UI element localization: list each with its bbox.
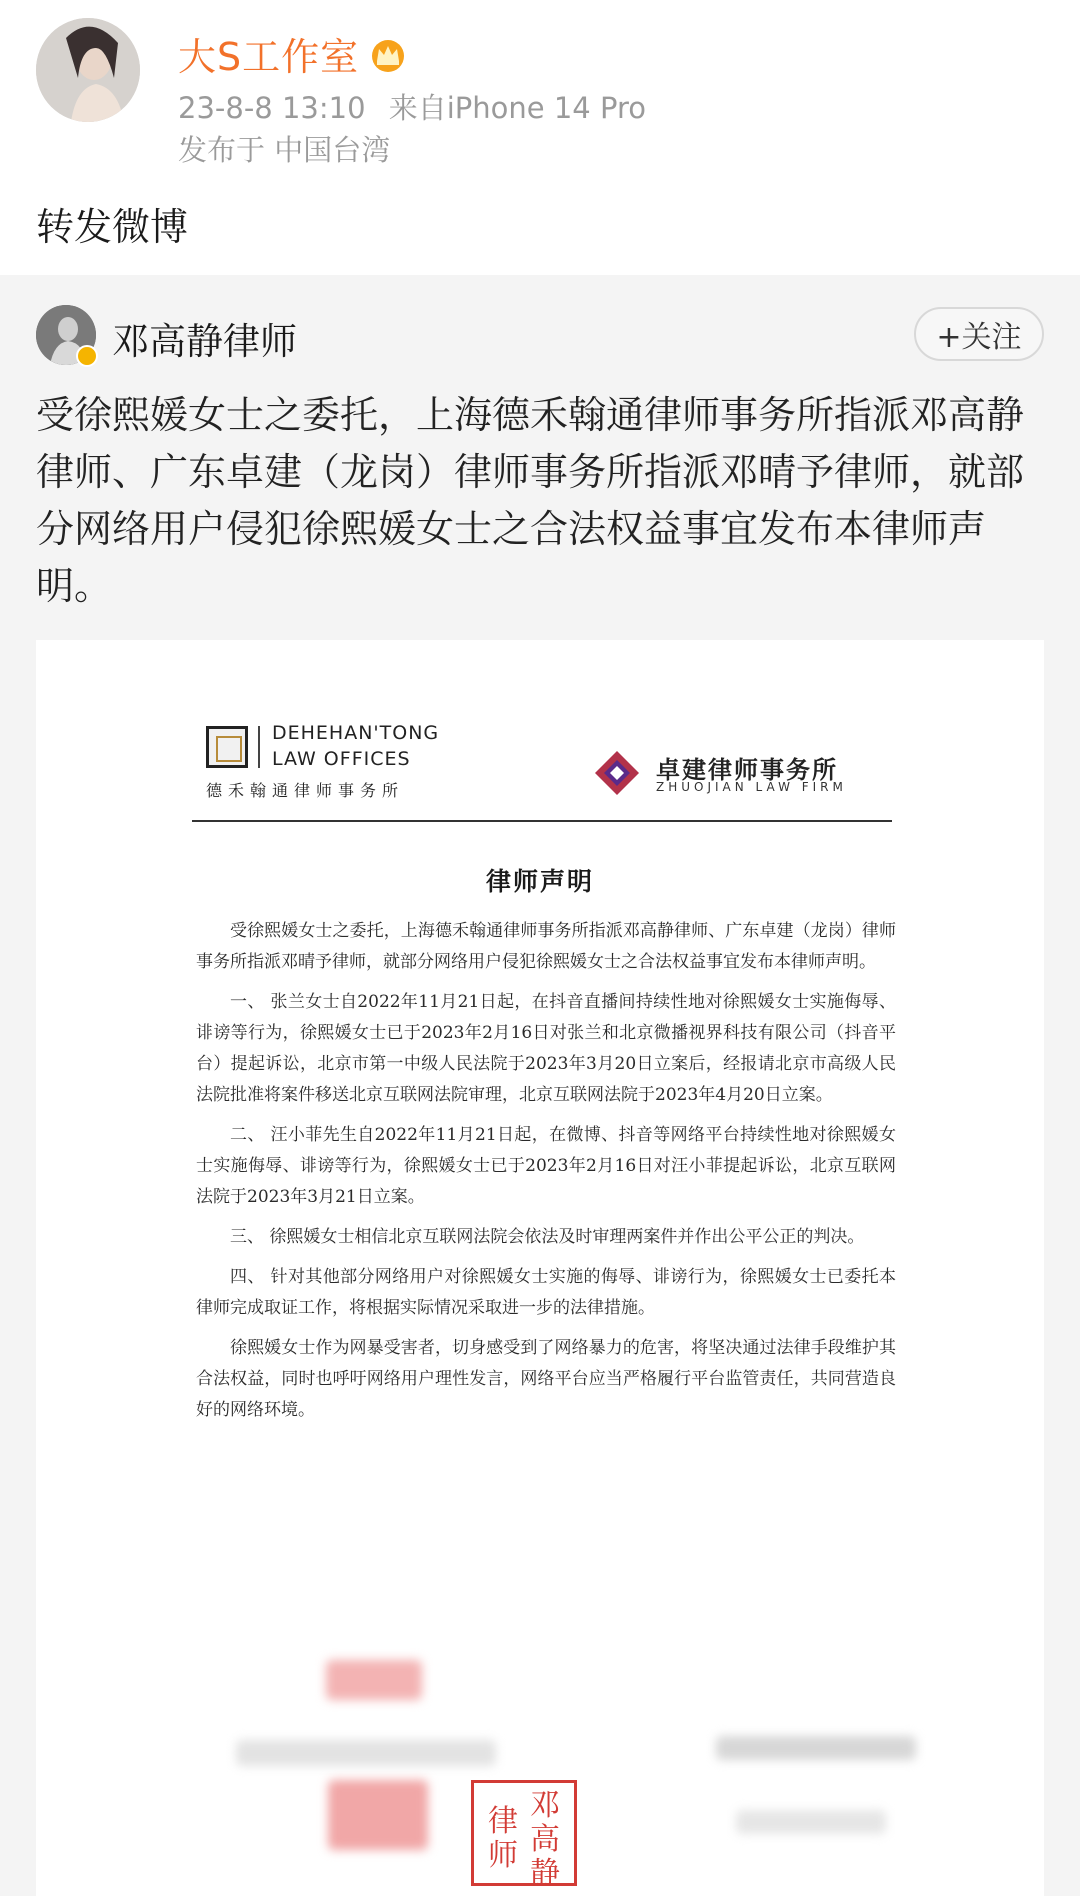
post-source: 来自iPhone 14 Pro bbox=[388, 91, 646, 125]
zhuojian-logo-icon bbox=[592, 748, 642, 798]
document-paragraph: 四、 针对其他部分网络用户对徐熙媛女士实施的侮辱、诽谤行为，徐熙媛女士已委托本律师完成取证工作，将根据实际情况采取进一步的法律措施。 bbox=[196, 1267, 896, 1318]
post-timestamp: 23-8-8 13:10 bbox=[178, 91, 366, 125]
author-name[interactable] bbox=[178, 26, 407, 81]
verified-badge-icon bbox=[76, 345, 98, 367]
document-paragraph: 二、 汪小菲先生自2022年11月21日起，在微博、抖音等网络平台持续性地对徐熙媛女士实施侮辱、诽谤等行为，徐熙媛女士已于2023年2月16日对汪小菲提起诉讼，北京互联网法院于2023年3月21日立案。 bbox=[196, 1125, 896, 1207]
firm2-en: ZHUOJIAN LAW FIRM bbox=[656, 780, 847, 794]
blurred-seal-left bbox=[326, 1660, 422, 1700]
letterhead bbox=[192, 722, 892, 806]
statement-image[interactable] bbox=[36, 640, 1044, 1896]
letterhead-rule bbox=[192, 820, 892, 822]
blurred-date-right bbox=[736, 1810, 886, 1834]
blurred-seal-left-2 bbox=[328, 1780, 428, 1850]
blurred-signature-right bbox=[716, 1736, 916, 1760]
blurred-signature-left bbox=[236, 1740, 496, 1766]
follow-button[interactable]: +关注 bbox=[914, 307, 1044, 361]
firm1-en-line1: DEHEHAN'TONG bbox=[272, 722, 440, 744]
document-title: 律师声明 bbox=[485, 867, 594, 896]
dehehantong-logo-icon bbox=[206, 726, 248, 768]
post-location: 发布于 中国台湾 bbox=[178, 133, 391, 167]
document-paragraph: 一、 张兰女士自2022年11月21日起，在抖音直播间持续性地对徐熙媛女士实施侮辱、诽谤等行为，徐熙媛女士已于2023年2月16日对张兰和北京微播视界科技有限公司（抖音平台）提起诉讼，北京市第一中级人民法院于2023年3月20日立案后，经报请北京市高级人民法院批准将案件移送北京互联网法院审理，北京互联网法院于2023年4月20日立案。 bbox=[196, 992, 896, 1105]
logo-divider bbox=[258, 726, 260, 768]
lawyer-seal: 邓 高 静 律 师 bbox=[471, 1780, 577, 1886]
retweeted-post[interactable] bbox=[0, 275, 1080, 1896]
retweet-author-name[interactable]: 邓高静律师 bbox=[112, 320, 297, 363]
author-avatar[interactable] bbox=[36, 18, 140, 122]
firm1-en-line2: LAW OFFICES bbox=[272, 748, 411, 770]
document-body bbox=[196, 916, 896, 1435]
document-paragraph: 三、 徐熙媛女士相信北京互联网法院会依法及时审理两案件并作出公平公正的判决。 bbox=[230, 1227, 865, 1247]
post-text: 转发微博 bbox=[36, 205, 189, 249]
firm2-cn: 卓建律师事务所 bbox=[656, 756, 838, 784]
crown-icon bbox=[369, 35, 407, 73]
document-paragraph: 受徐熙媛女士之委托，上海德禾翰通律师事务所指派邓高静律师、广东卓建（龙岗）律师事务所指派邓晴予律师，就部分网络用户侵犯徐熙媛女士之合法权益事宜发布本律师声明。 bbox=[196, 921, 896, 972]
post-card bbox=[0, 0, 1080, 275]
document-paragraph: 徐熙媛女士作为网暴受害者，切身感受到了网络暴力的危害，将坚决通过法律手段维护其合法权益，同时也呼吁网络用户理性发言，网络平台应当严格履行平台监管责任，共同营造良好的网络环境。 bbox=[196, 1338, 896, 1420]
firm1-cn: 德禾翰通律师事务所 bbox=[206, 781, 405, 800]
post-meta bbox=[178, 86, 646, 127]
author-name-text[interactable]: 大S工作室 bbox=[178, 35, 360, 79]
retweet-text: 受徐熙媛女士之委托，上海德禾翰通律师事务所指派邓高静律师、广东卓建（龙岗）律师事务所指派邓晴予律师，就部分网络用户侵犯徐熙媛女士之合法权益事宜发布本律师声明。 bbox=[36, 393, 1025, 608]
